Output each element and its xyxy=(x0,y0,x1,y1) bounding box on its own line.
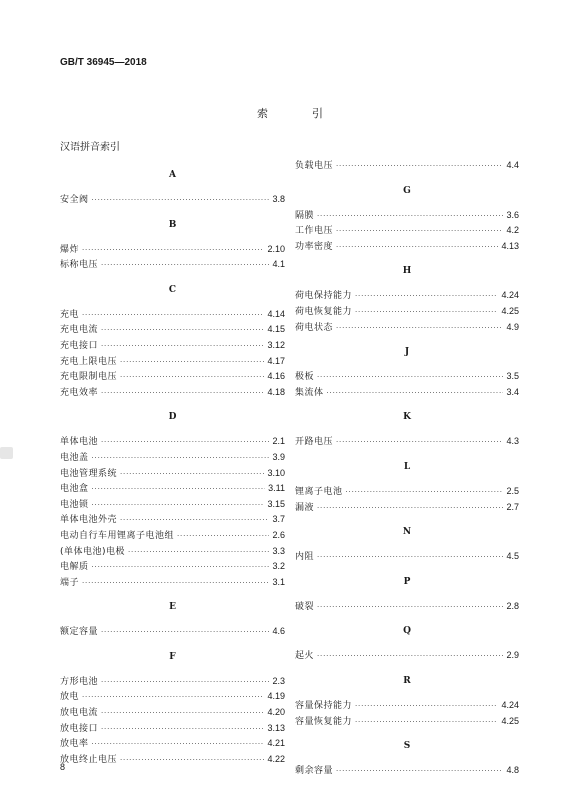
dot-leader xyxy=(92,451,270,466)
index-entry xyxy=(60,497,285,513)
index-entry xyxy=(60,544,285,560)
index-ref-number: 4.6 xyxy=(272,626,285,637)
dot-leader xyxy=(92,193,270,208)
index-entry xyxy=(60,481,285,497)
index-term: 单体电池 xyxy=(60,437,99,448)
index-entry xyxy=(295,158,519,174)
index-ref-number: 4.4 xyxy=(506,160,519,170)
index-entry xyxy=(295,223,519,239)
index-term: 标称电压 xyxy=(60,260,99,271)
index-letter-heading: B xyxy=(168,219,177,230)
dot-leader xyxy=(128,545,269,560)
dot-leader xyxy=(327,386,504,401)
index-entry xyxy=(295,239,519,255)
index-term: 漏液 xyxy=(295,502,315,513)
page-number: 8 xyxy=(60,762,66,772)
index-term: 内阻 xyxy=(295,552,315,563)
index-entry xyxy=(60,354,285,370)
index-ref-number: 3.15 xyxy=(267,498,285,509)
dot-leader xyxy=(82,243,264,258)
index-ref-number: 4.24 xyxy=(501,699,519,710)
dot-leader xyxy=(92,560,270,575)
index-term: 充电 xyxy=(60,309,80,320)
index-entry xyxy=(60,559,285,575)
index-ref-number: 3.4 xyxy=(506,386,519,397)
index-letter-heading: D xyxy=(168,412,177,423)
index-term: 起火 xyxy=(295,651,315,662)
index-entry xyxy=(60,242,285,258)
dot-leader xyxy=(336,435,503,450)
index-ref-number: 4.2 xyxy=(506,225,519,236)
dot-leader xyxy=(346,485,504,500)
index-ref-number: 4.1 xyxy=(272,259,285,270)
index-entry xyxy=(60,512,285,528)
dot-leader xyxy=(101,625,269,640)
index-entry xyxy=(60,575,285,591)
index-term: 放电电流 xyxy=(60,708,99,719)
index-entry xyxy=(60,322,285,338)
dot-leader xyxy=(355,289,498,304)
index-ref-number: 3.12 xyxy=(267,339,285,350)
index-entry xyxy=(295,320,519,336)
dot-leader xyxy=(82,690,264,705)
dot-leader xyxy=(317,550,503,565)
index-term: 锂离子电池 xyxy=(295,486,343,497)
index-term: 电动自行车用锂离子电池组 xyxy=(60,530,175,541)
index-entry xyxy=(60,624,285,640)
index-letter-heading: F xyxy=(169,651,176,662)
index-term: 方形电池 xyxy=(60,676,99,687)
index-term: 容量恢复能力 xyxy=(295,716,353,727)
index-entry xyxy=(295,304,519,320)
index-ref-number: 3.6 xyxy=(506,209,519,220)
index-letter-heading: E xyxy=(169,602,176,613)
index-term: 剩余容量 xyxy=(295,766,334,777)
index-entry xyxy=(60,466,285,482)
dot-leader xyxy=(101,339,264,354)
index-subtitle: 汉语拼音索引 xyxy=(60,142,120,153)
index-entry xyxy=(295,714,519,730)
dot-leader xyxy=(336,764,503,779)
dot-leader xyxy=(82,576,269,591)
index-term: 放电终止电压 xyxy=(60,754,118,765)
index-entry xyxy=(60,752,285,768)
index-term: (单体电池)电极 xyxy=(60,546,126,557)
dot-leader xyxy=(120,753,264,768)
index-entry xyxy=(60,689,285,705)
dot-leader xyxy=(101,435,269,450)
index-ref-number: 4.22 xyxy=(267,753,285,764)
index-letter-heading: J xyxy=(404,347,410,358)
index-term: 开路电压 xyxy=(295,437,334,448)
index-entry xyxy=(60,450,285,466)
index-ref-number: 3.8 xyxy=(272,194,285,204)
index-entry xyxy=(295,500,519,516)
index-entry xyxy=(295,288,519,304)
index-ref-number: 3.3 xyxy=(272,545,285,556)
index-entry xyxy=(295,434,519,450)
index-ref-number: 3.2 xyxy=(272,561,285,572)
index-entry xyxy=(60,736,285,752)
page-title xyxy=(0,105,580,121)
index-entry xyxy=(295,648,519,664)
title-char-2: 引 xyxy=(312,107,323,120)
index-ref-number: 4.21 xyxy=(267,738,285,749)
dot-leader xyxy=(120,467,264,482)
index-term: 放电率 xyxy=(60,739,89,750)
index-term: 破裂 xyxy=(295,601,315,612)
dot-leader xyxy=(92,737,265,752)
index-letter-heading: A xyxy=(169,170,176,180)
index-ref-number: 4.8 xyxy=(506,765,519,776)
index-term: 荷电保持能力 xyxy=(295,291,353,302)
index-term: 电池锁 xyxy=(60,499,89,510)
index-ref-number: 4.19 xyxy=(267,691,285,702)
dot-leader xyxy=(355,715,498,730)
index-entry xyxy=(60,674,285,690)
dot-leader xyxy=(336,224,503,239)
index-letter-heading: S xyxy=(403,741,411,752)
dot-leader xyxy=(101,706,264,721)
dot-leader xyxy=(82,308,264,323)
index-ref-number: 4.14 xyxy=(267,308,285,319)
index-term: 电池管理系统 xyxy=(60,468,118,479)
index-term: 电池盒 xyxy=(60,484,89,495)
index-ref-number: 4.17 xyxy=(267,355,285,366)
dot-leader xyxy=(101,323,264,338)
index-ref-number: 3.7 xyxy=(272,514,285,525)
index-term: 工作电压 xyxy=(295,226,334,237)
index-ref-number: 3.9 xyxy=(272,451,285,462)
dot-leader xyxy=(317,370,503,385)
index-entry xyxy=(295,385,519,401)
index-ref-number: 4.13 xyxy=(501,240,519,251)
index-ref-number: 3.13 xyxy=(267,722,285,733)
dot-leader xyxy=(336,321,503,336)
margin-mark xyxy=(0,447,13,459)
index-entry xyxy=(60,192,285,208)
index-term: 负载电压 xyxy=(295,161,334,171)
index-term: 充电上限电压 xyxy=(60,356,118,367)
dot-leader xyxy=(317,209,503,224)
index-term: 充电接口 xyxy=(60,340,99,351)
index-entry xyxy=(295,763,519,779)
dot-leader xyxy=(101,722,264,737)
index-ref-number: 2.6 xyxy=(272,529,285,540)
index-letter-heading: C xyxy=(168,284,177,295)
dot-leader xyxy=(336,240,498,255)
index-ref-number: 3.1 xyxy=(272,576,285,587)
dot-leader xyxy=(355,305,498,320)
index-entry xyxy=(60,307,285,323)
index-ref-number: 4.16 xyxy=(267,371,285,382)
index-ref-number: 4.15 xyxy=(267,324,285,335)
index-entry xyxy=(295,208,519,224)
index-ref-number: 4.5 xyxy=(506,551,519,562)
dot-leader xyxy=(336,159,503,174)
index-ref-number: 4.24 xyxy=(501,290,519,301)
index-column-right xyxy=(295,158,519,779)
index-term: 荷电恢复能力 xyxy=(295,306,353,317)
index-letter-heading: N xyxy=(402,527,412,538)
index-ref-number: 2.1 xyxy=(272,436,285,447)
index-term: 安全阀 xyxy=(60,195,89,205)
index-entry xyxy=(60,721,285,737)
dot-leader xyxy=(92,498,265,513)
index-term: 隔膜 xyxy=(295,210,315,221)
index-letter-heading: P xyxy=(403,576,411,587)
index-term: 容量保持能力 xyxy=(295,700,353,711)
index-entry xyxy=(295,698,519,714)
dot-leader xyxy=(317,600,503,615)
index-term: 端子 xyxy=(60,577,80,588)
dot-leader xyxy=(92,482,266,497)
dot-leader xyxy=(120,513,269,528)
index-letter-heading: R xyxy=(403,675,411,686)
index-term: 集流体 xyxy=(295,387,324,398)
index-letter-heading: H xyxy=(402,266,412,277)
title-char-1: 索 xyxy=(257,107,268,120)
dot-leader xyxy=(177,529,269,544)
index-term: 额定容量 xyxy=(60,627,99,638)
index-entry xyxy=(60,257,285,273)
index-letter-heading: L xyxy=(403,461,411,472)
index-term: 放电接口 xyxy=(60,723,99,734)
index-term: 单体电池外壳 xyxy=(60,515,118,526)
document-id: GB/T 36945—2018 xyxy=(60,57,147,68)
dot-leader xyxy=(355,699,498,714)
index-entry xyxy=(60,338,285,354)
index-term: 荷电状态 xyxy=(295,322,334,333)
index-term: 功率密度 xyxy=(295,241,334,252)
index-entry xyxy=(60,434,285,450)
index-ref-number: 4.25 xyxy=(501,715,519,726)
index-ref-number: 3.5 xyxy=(506,371,519,382)
index-term: 电解质 xyxy=(60,562,89,573)
index-ref-number: 3.10 xyxy=(267,467,285,478)
index-entry xyxy=(295,484,519,500)
index-ref-number: 4.3 xyxy=(506,436,519,447)
dot-leader xyxy=(317,649,503,664)
index-term: 充电电流 xyxy=(60,325,99,336)
index-entry xyxy=(295,369,519,385)
index-letter-heading: G xyxy=(403,185,411,196)
index-term: 放电 xyxy=(60,692,80,703)
index-entry xyxy=(60,385,285,401)
index-entry xyxy=(60,369,285,385)
index-letter-heading: Q xyxy=(403,626,411,637)
index-ref-number: 4.18 xyxy=(267,386,285,397)
dot-leader xyxy=(120,370,264,385)
index-ref-number: 2.7 xyxy=(506,501,519,512)
index-ref-number: 2.5 xyxy=(506,485,519,496)
index-entry xyxy=(295,549,519,565)
index-term: 充电效率 xyxy=(60,387,99,398)
index-ref-number: 2.10 xyxy=(267,243,285,254)
dot-leader xyxy=(101,386,264,401)
index-term: 极板 xyxy=(295,372,315,383)
index-ref-number: 2.3 xyxy=(272,675,285,686)
index-ref-number: 4.20 xyxy=(267,707,285,718)
index-term: 爆炸 xyxy=(60,244,80,255)
index-ref-number: 4.9 xyxy=(506,321,519,332)
dot-leader xyxy=(120,355,264,370)
index-ref-number: 3.11 xyxy=(268,483,285,494)
dot-leader xyxy=(101,258,269,273)
dot-leader xyxy=(101,675,269,690)
index-entry xyxy=(295,599,519,615)
index-term: 充电限制电压 xyxy=(60,372,118,383)
dot-leader xyxy=(317,501,503,516)
index-ref-number: 2.8 xyxy=(506,600,519,611)
index-ref-number: 2.9 xyxy=(506,650,519,661)
index-column-left xyxy=(60,158,285,767)
index-letter-heading: K xyxy=(403,412,411,423)
index-entry xyxy=(60,705,285,721)
index-entry xyxy=(60,528,285,544)
index-term: 电池盖 xyxy=(60,452,89,463)
index-ref-number: 4.25 xyxy=(501,305,519,316)
